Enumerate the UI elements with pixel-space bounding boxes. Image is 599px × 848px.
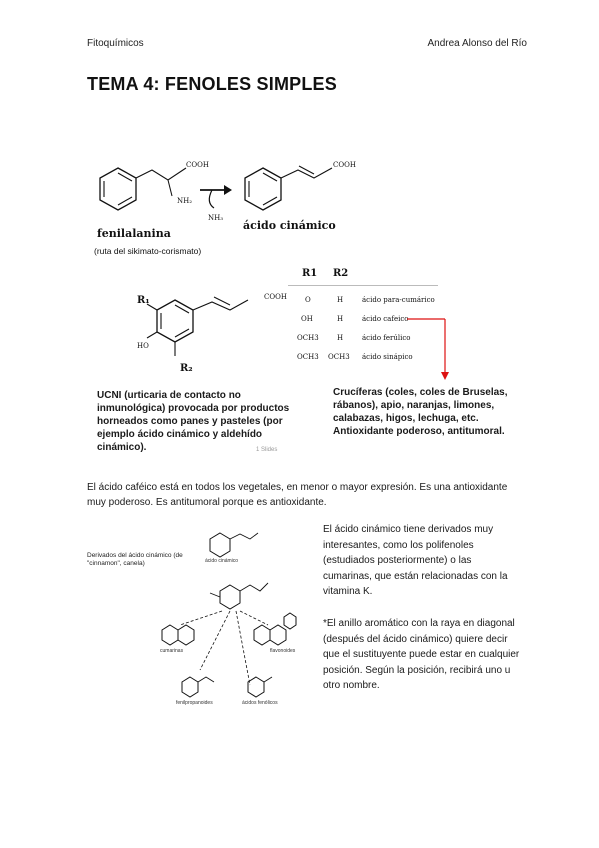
derivatives-caption: Derivados del ácido cinámico (de "cinnamon", canela) xyxy=(87,552,183,567)
row-2-name: ácido cafeico xyxy=(362,315,409,323)
row-3-name: ácido ferúlico xyxy=(362,334,411,342)
derivatives-diagram xyxy=(150,525,310,710)
page-title: TEMA 4: FENOLES SIMPLES xyxy=(87,74,337,94)
cruciferas-text: Crucíferas (coles, coles de Bruselas, rábanos), apio, naranjas, limones, calabazas, higos, lechuga, etc. Antioxidante poderoso, antitumoral. xyxy=(333,387,508,437)
row-4-r1: OCH3 xyxy=(297,353,319,361)
ho-label: HO xyxy=(137,342,149,350)
cooh-right-label: COOH xyxy=(333,161,356,169)
benzene-ring-right xyxy=(245,168,281,210)
cooh-sub-label: COOH xyxy=(264,293,287,301)
reaction-diagram xyxy=(88,150,358,260)
row-4-r2: OCH3 xyxy=(328,353,350,361)
paragraph-aromatic-ring: *El anillo aromático con la raya en diagonal (después del ácido cinámico) quiere decir que el sustituyente puede estar en cualquier posición. Según la posición, recibirá uno u otro nombre. xyxy=(323,618,520,691)
row-3-r1: OCH3 xyxy=(297,334,319,342)
row-1-r2: H xyxy=(337,296,344,304)
nh3-label: NH₃ xyxy=(208,214,224,222)
header-left: Fitoquímicos xyxy=(87,38,144,49)
fenilalanina-label: fenilalanina xyxy=(97,227,171,240)
label-cumarinas: cumarinas xyxy=(160,648,184,654)
ucni-text: UCNI (urticaria de contacto no inmunológica) provocada por productos horneados como panes y pasteles (por ejemplo ácido cinámico y aldehído cinámico). xyxy=(97,390,290,453)
paragraph-derivatives: El ácido cinámico tiene derivados muy interesantes, como los polifenoles (estudiados posteriormente) o las cumarinas, que están relacionadas con la vitamina K. xyxy=(323,524,508,597)
slides-label: 1 Slides xyxy=(256,447,278,453)
label-flavonoides: flavonoides xyxy=(270,648,296,654)
row-3-r2: H xyxy=(337,334,344,342)
paragraph-caffeic: El ácido caféico está en todos los vegetales, en menor o mayor expresión. Es una antioxidante muy poderoso. Es antitumoral porque es antioxidante. xyxy=(87,482,508,508)
r1-header: R1 xyxy=(302,268,318,279)
nh2-label: NH₂ xyxy=(177,197,193,205)
benzene-ring-left xyxy=(100,168,136,210)
row-1-name: ácido para-cumárico xyxy=(362,296,435,304)
row-1-r1: O xyxy=(305,296,311,304)
label-top-acid: ácido cinámico xyxy=(205,558,239,564)
table-divider xyxy=(288,285,438,286)
red-arrow xyxy=(405,312,455,384)
acido-cinamico-label: ácido cinámico xyxy=(243,219,336,232)
r2-label: R₂ xyxy=(180,363,193,374)
r2-header: R2 xyxy=(333,268,349,279)
header-right: Andrea Alonso del Río xyxy=(427,38,527,49)
cooh-left-label: COOH xyxy=(186,161,209,169)
row-2-r1: OH xyxy=(301,315,313,323)
r1-label: R₁ xyxy=(137,295,150,306)
label-fenilpropanoides: fenilpropanoides xyxy=(176,700,213,706)
label-acidos-fenolicos: ácidos fenólicos xyxy=(242,700,278,706)
row-4-name: ácido sinápico xyxy=(362,353,413,361)
ruta-label: (ruta del sikimato-corismato) xyxy=(94,246,202,256)
hydroxycinnamic-structure xyxy=(130,282,280,372)
row-2-r2: H xyxy=(337,315,344,323)
